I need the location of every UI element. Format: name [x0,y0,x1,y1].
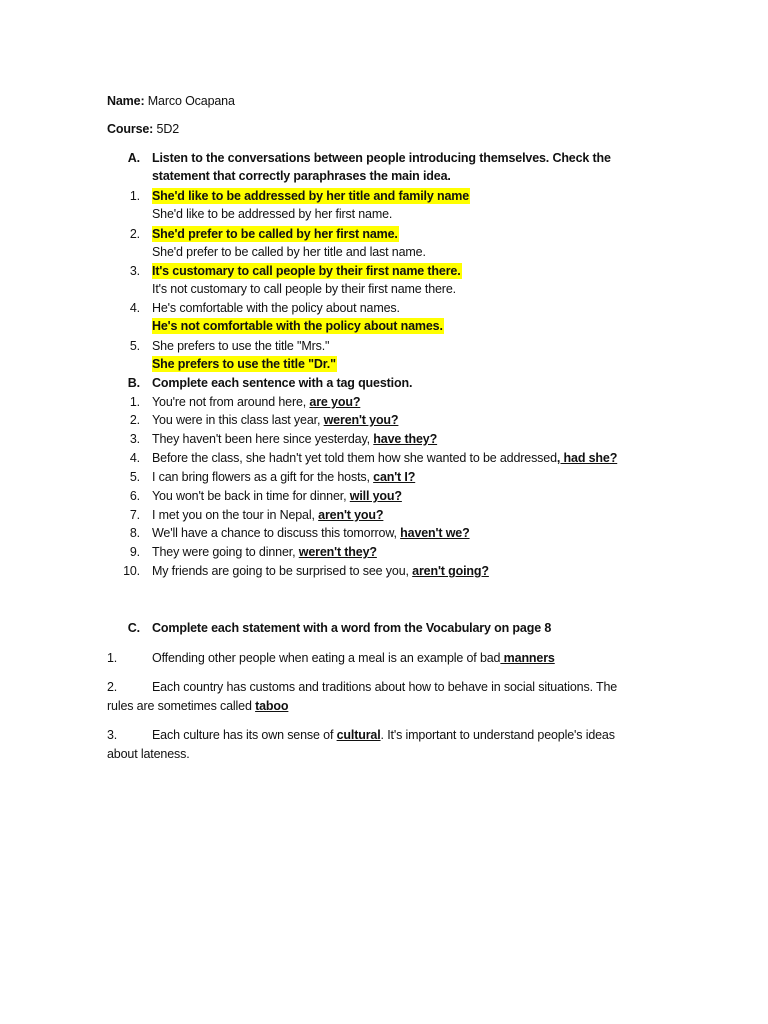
section-c-item-text: . It's important to understand people's ideas [380,728,615,742]
name-line [107,93,235,109]
section-a-option [152,263,462,279]
section-b-answer: weren't they? [298,545,377,559]
section-c-item-text: rules are sometimes called [107,699,256,713]
highlighted-answer: She'd like to be addressed by her title and family name [152,189,470,203]
section-c-item-number: 1. [107,651,118,665]
course-label: Course: [107,122,154,136]
section-c-answer: manners [500,651,555,665]
section-b-item-number: 3. [129,432,140,446]
section-b-item-text: I can bring flowers as a gift for the hosts, [152,470,374,484]
section-b-answer: weren't you? [323,413,399,427]
section-a-item-number: 3. [129,264,140,278]
course-line [107,121,179,137]
section-c-letter: C. [127,621,140,635]
section-c-item-number: 2. [107,680,118,694]
section-b-item-text: My friends are going to be surprised to see you, [152,564,413,578]
section-b-answer: aren't going? [412,564,489,578]
section-b-item-text: I met you on the tour in Nepal, [152,508,319,522]
section-c-item [152,650,555,666]
section-c-answer: cultural [336,728,381,742]
section-b-item [152,394,360,410]
section-b-item-number: 1. [129,395,140,409]
section-b-answer: will you? [349,489,402,503]
section-b-answer: have they? [373,432,438,446]
highlighted-answer: It's customary to call people by their first name there. [152,264,461,278]
name-value: Marco Ocapana [147,94,235,108]
section-a-item-number: 1. [129,189,140,203]
section-b-item-number: 2. [129,413,140,427]
section-c-item-number: 3. [107,728,118,742]
section-b-answer: aren't you? [318,508,384,522]
section-a-option: She prefers to use the title "Mrs." [152,339,330,353]
section-c-instruction: Complete each statement with a word from the Vocabulary on page 8 [152,621,552,635]
section-a-instruction-line2: statement that correctly paraphrases the main idea. [152,169,451,183]
section-a-instruction-line1: Listen to the conversations between people introducing themselves. Check the [152,151,611,165]
section-b-instruction: Complete each sentence with a tag question. [152,376,413,390]
section-b-item [152,544,377,560]
section-b-item [152,450,617,466]
section-b-item-text: You're not from around here, [152,395,310,409]
course-value: 5D2 [156,122,179,136]
section-c-item-text: Each country has customs and traditions about how to behave in social situations. The [152,680,618,694]
section-b-item-text: Before the class, she hadn't yet told them how she wanted to be addressed [152,451,557,465]
section-c-item [152,727,615,743]
section-a-option: She'd like to be addressed by her first name. [152,207,393,221]
section-a-option [152,188,470,204]
section-b-item-number: 10. [123,564,140,578]
section-b-item [152,525,470,541]
section-a-option [152,318,444,334]
section-a-option [152,356,337,372]
highlighted-answer: She'd prefer to be called by her first name. [152,227,398,241]
section-a-item-number: 5. [129,339,140,353]
section-b-item [152,563,489,579]
section-b-item-number: 8. [129,526,140,540]
section-b-item [152,431,437,447]
section-b-answer: are you? [309,395,361,409]
section-b-item-text: You were in this class last year, [152,413,324,427]
section-a-option: He's comfortable with the policy about names. [152,301,400,315]
section-a-letter: A. [127,151,140,165]
section-c-item-text: Each culture has its own sense of [152,728,337,742]
section-b-answer: can't I? [373,470,416,484]
section-b-item-number: 9. [129,545,140,559]
section-b-item-text: They haven't been here since yesterday, [152,432,374,446]
section-a-option: It's not customary to call people by their first name there. [152,282,456,296]
section-b-item-number: 4. [129,451,140,465]
section-c-item-text: Offending other people when eating a meal is an example of bad [152,651,501,665]
section-c-item-text: about lateness. [107,747,190,761]
section-b-item [152,412,398,428]
section-b-item [152,507,383,523]
highlighted-answer: She prefers to use the title "Dr." [152,357,336,371]
section-c-item [107,698,288,714]
name-label: Name: [107,94,145,108]
section-a-item-number: 4. [129,301,140,315]
section-b-item-text: We'll have a chance to discuss this tomorrow, [152,526,401,540]
section-b-item [152,469,415,485]
section-b-answer: haven't we? [400,526,470,540]
section-b-item-text: They were going to dinner, [152,545,299,559]
highlighted-answer: He's not comfortable with the policy about names. [152,319,443,333]
section-b-letter: B. [127,376,140,390]
section-a-item-number: 2. [129,227,140,241]
section-b-answer: , had she? [556,451,618,465]
section-b-item-number: 6. [129,489,140,503]
section-b-item-number: 7. [129,508,140,522]
section-c-answer: taboo [255,699,289,713]
section-a-option [152,226,399,242]
section-b-item-text: You won't be back in time for dinner, [152,489,350,503]
section-b-item-number: 5. [129,470,140,484]
section-a-option: She'd prefer to be called by her title and last name. [152,245,426,259]
section-b-item [152,488,402,504]
